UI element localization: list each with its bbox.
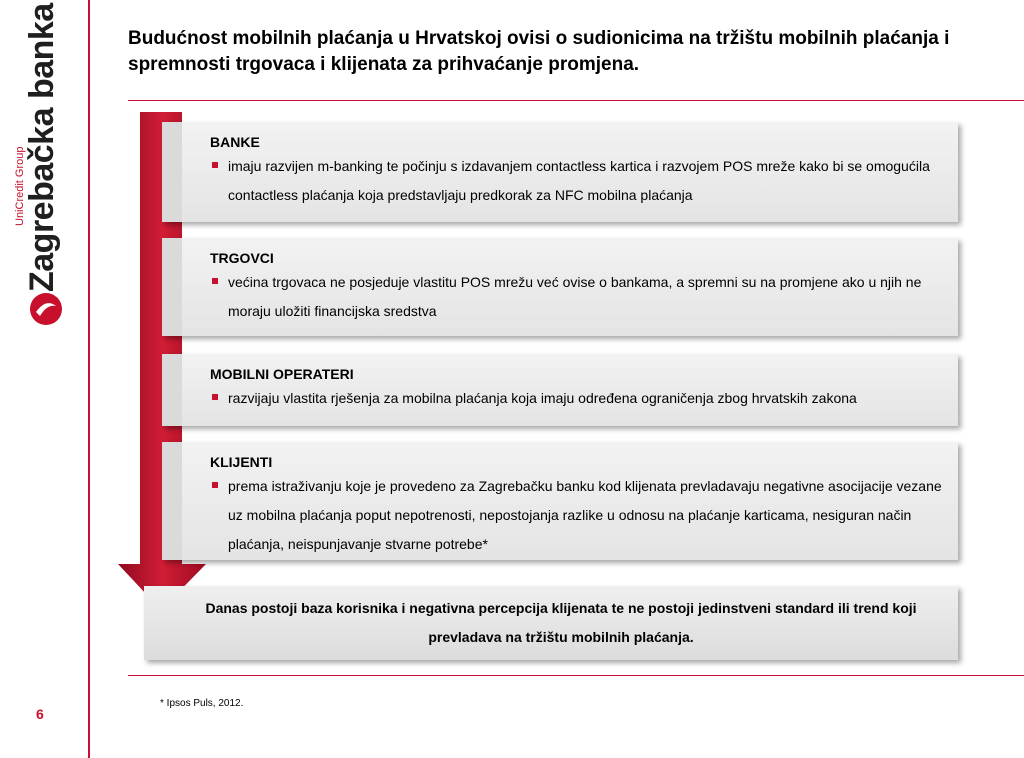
- brand-group: UniCredit Group: [14, 146, 26, 226]
- section-bullet: prema istraživanju koje je provedeno za Zagrebačku banku kod klijenata prevladavaju negativne asocijacije vezane uz mobilna plaćanja poput nepotrenosti, nepostojanja razlike u odnosu na plaćanje karticama, nesiguran način plaćanja, neispunjavanje stvarne potrebe*: [210, 472, 950, 559]
- page-title: Budućnost mobilnih plaćanja u Hrvatskoj ovisi o sudionicima na tržištu mobilnih plaćanja i spremnosti trgovaca i klijenata za prihvaćanje promjena.: [128, 28, 950, 75]
- section-klijenti: [162, 442, 958, 560]
- title-divider: [128, 100, 1024, 101]
- section-trgovci: [162, 238, 958, 336]
- section-bullet: većina trgovaca ne posjeduje vlastitu POS mrežu već ovise o bankama, a spremni su na promjene ako u njih ne moraju uložiti financijska sredstva: [210, 268, 950, 326]
- conclusion-box: Danas postoji baza korisnika i negativna percepcija klijenata te ne postoji jedinstveni standard ili trend koji prevladava na tržištu mobilnih plaćanja.: [144, 586, 958, 660]
- section-bullet: razvijaju vlastita rješenja za mobilna plaćanja koja imaju određena ograničenja zbog hrvatskih zakona: [210, 384, 950, 413]
- footnote: * Ipsos Puls, 2012.: [160, 698, 244, 709]
- page-number: 6: [36, 706, 44, 722]
- section-banke: [162, 122, 958, 222]
- brand-logo: [8, 3, 80, 330]
- section-mobilni-operateri: [162, 354, 958, 426]
- section-heading: KLIJENTI: [210, 454, 273, 470]
- section-heading: TRGOVCI: [210, 250, 274, 266]
- unicredit-logo-icon: [29, 292, 63, 326]
- brand-divider-line: [88, 0, 90, 758]
- section-bullet: imaju razvijen m-banking te počinju s izdavanjem contactless kartica i razvojem POS mreže kako bi se omogućila contactless plaćanja koja predstavljaju predkorak za NFC mobilna plaćanja: [210, 152, 950, 210]
- footer-divider: [128, 675, 1024, 676]
- brand-name: Zagrebačka banka: [23, 3, 61, 292]
- section-heading: MOBILNI OPERATERI: [210, 366, 354, 382]
- section-heading: BANKE: [210, 134, 260, 150]
